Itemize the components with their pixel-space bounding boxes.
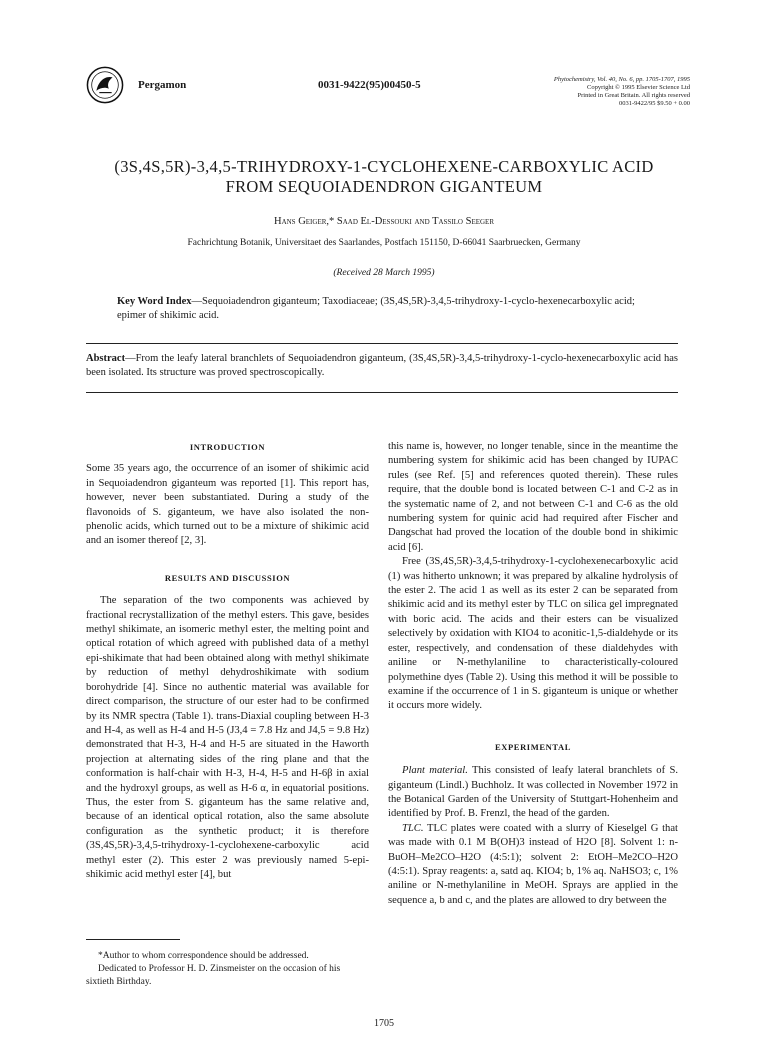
abstract-top-rule [86, 343, 678, 344]
dedication-footnote: Dedicated to Professor H. D. Zinsmeister on the occasion of his sixtieth Birthday. [86, 964, 341, 987]
abstract-bottom-rule [86, 392, 678, 393]
footnotes [86, 950, 369, 989]
journal-citation: Phytochemistry, Vol. 40, No. 6, pp. 1705-1707, 1995 [553, 76, 690, 83]
pergamon-logo [86, 66, 124, 104]
results-heading: RESULTS AND DISCUSSION [164, 572, 291, 583]
plant-material-paragraph [388, 764, 678, 822]
abstract [86, 352, 678, 380]
journal-info [470, 76, 690, 108]
doi: 0031-9422(95)00450-5 [318, 79, 421, 91]
plant-material-label: Plant material. [402, 765, 468, 777]
keyword-text: —Sequoiadendron giganteum; Taxodiaceae; (3S,4S,5R)-3,4,5-trihydroxy-1-cyclo-hexenecarboxylic acid; epimer of shikimic acid. [117, 296, 635, 321]
right-paragraph-2: Free (3S,4S,5R)-3,4,5-trihydroxy-1-cyclohexenecarboxylic acid (1) was hitherto unknown; it was prepared by alkaline hydrolysis of the ester 2. The acid 1 as well as its ester 2 can be separated from shikimic acid and its methyl ester by TLC on silica gel impregnated with boric acid. The acids and their esters can be visualized selectively by oxidation with KIO4 to aconitic-1,5-dialdehyde or its ester, respectively, and condensation of these dialdehydes with aniline or N-methylaniline to characteristically-coloured polymethine dyes (Table 2). Using this method it will be possible to examine if the occurrence of 1 in S. giganteum is unique or whether it occurs more widely. [388, 556, 678, 712]
right-column [388, 440, 678, 908]
author-footnote: *Author to whom correspondence should be addressed. [98, 951, 309, 961]
keyword-index [117, 295, 657, 323]
experimental-heading: EXPERIMENTAL [495, 741, 571, 752]
price-line: 0031-9422/95 $9.50 + 0.00 [618, 100, 690, 107]
printed-line: Printed in Great Britain. All rights reserved [577, 92, 690, 99]
copyright-line: Copyright © 1995 Elsevier Science Ltd [587, 84, 690, 91]
author-list: Hans Geiger,* Saad El-Dessouki and Tassilo Seeger [273, 216, 495, 227]
title-line-1: (3S,4S,5R)-3,4,5-TRIHYDROXY-1-CYCLOHEXENE-CARBOXYLIC ACID [114, 157, 654, 176]
left-column [86, 440, 369, 882]
tlc-paragraph [388, 822, 678, 908]
received-date: (Received 28 March 1995) [333, 268, 435, 278]
tlc-text: TLC plates were coated with a slurry of Kieselgel G that was made with 0.1 M B(OH)3 instead of H2O [8]. Solvent 1: n-BuOH–Me2CO–H2O (4:5:1); solvent 2: EtOH–Me2CO–H2O (4:5:1). Spray reagents: a, satd aq. KIO4; b, 1% aq. NaHSO3; c, 1% aniline or N-methylaniline in MeOH. Sprays are applied in the sequence a, b and c, and the plates are allowed to dry between the [388, 822, 678, 906]
publisher-name: Pergamon [138, 79, 187, 91]
page-number: 1705 [374, 1018, 394, 1029]
right-paragraph-1: this name is, however, no longer tenable, since in the meantime the numbering system for shikimic acid has been changed by IUPAC rules (see Ref. [5] and references quoted therein). These rules require, that the double bond is located between C-1 and C-2 as in the systematic name of 2, and not between C-1 and C-6 as the old numbering system for quinic acid had required after Fischer and Dangschat had proved the location of the double bond in shikimic acid [6]. [388, 441, 678, 553]
results-paragraph: The separation of the two components was achieved by fractional recrystallization of the methyl esters. This gave, besides methyl shikimate, an isomeric methyl ester, the melting point and optical rotation of which agreed with published data of a methyl epi-shikimate that had been obtained along with methyl shikimate by reduction of methyl dehydroshikimate with sodium borohydride [4]. Since no authentic material was available for direct comparison, the structure of our ester had to be confirmed by its NMR spectra (Table 1). trans-Diaxial coupling between H-3 and H-4, as well as H-4 and H-5 (J3,4 = 7.8 Hz and J4,5 = 9.8 Hz) demonstrated that H-3, H-4 and H-5 are situated in the Haworth projection at alternating sides of the ring plane and that the conformation is half-chair with H-3, H-4, H-5 and H-6β in axial and the hydroxyl groups, as well as H-6 α, in equatorial positions. Thus, the ester from S. giganteum has the same relative and, because of an identical optical rotation, also the same absolute configuration as the synthetic product; it is therefore (3S,4S,5R)-3,4,5-trihydroxy-1-cyclohexene-carboxylic acid methyl ester (2). This ester 2 was previously named 5-epi-shikimic acid methyl ester [4], but [86, 595, 369, 880]
introduction-heading: INTRODUCTION [189, 442, 266, 452]
abstract-label: Abstract [86, 353, 126, 364]
plant-material-text: This consisted of leafy lateral branchlets of S. giganteum (Lindl.) Buchholz. It was collected in November 1972 in the Botanical Garden of the University of Stuttgart-Hohenheim and identified by Prof. B. Frenzl, the head of the garden. [388, 765, 678, 820]
title-line-2: FROM SEQUOIADENDRON GIGANTEUM [225, 177, 543, 196]
abstract-text: —From the leafy lateral branchlets of Sequoiadendron giganteum, (3S,4S,5R)-3,4,5-trihydroxy-1-cyclo-hexenecarboxylic acid has been isolated. Its structure was proved spectroscopically. [86, 353, 678, 378]
article-title [60, 157, 708, 197]
tlc-label: TLC. [402, 822, 424, 834]
introduction-paragraph: Some 35 years ago, the occurrence of an isomer of shikimic acid in Sequoiadendron giganteum was reported [1]. This report has, however, never been substantiated. During a study of the flavonoids of S. giganteum, we have also isolated the non-phenolic acids, which turned out to be a mixture of shikimic acid and an isomer thereof [2, 3]. [86, 463, 369, 547]
affiliation: Fachrichtung Botanik, Universitaet des Saarlandes, Postfach 151150, D-66041 Saarbruecken, Germany [187, 238, 581, 248]
keyword-label: Key Word Index [117, 296, 192, 307]
footnote-rule [86, 939, 180, 940]
